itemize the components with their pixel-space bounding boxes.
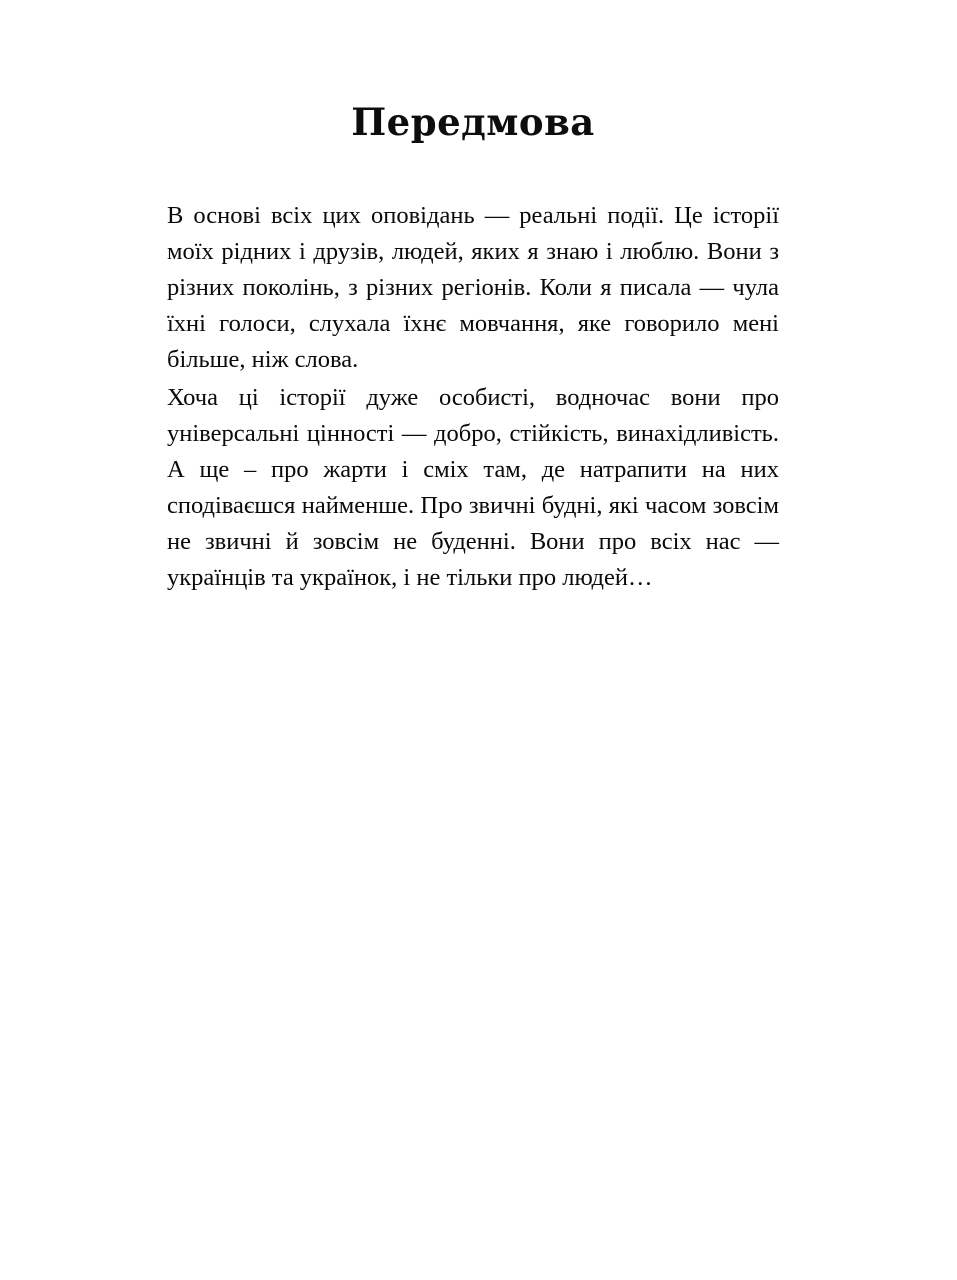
page-content (167, 100, 779, 596)
page-title: Передмова (351, 100, 595, 144)
body-paragraph-1: В основі всіх цих оповідань — реальні події. Це історії моїх рідних і друзів, людей, яких я знаю і люблю. Вони з різних поколінь, з різних регіонів. Коли я писала — чула їхні голоси, слухала їхнє мовчання, яке говорило мені більше, ніж слова. (167, 202, 779, 374)
body-paragraph-2: Хоча ці історії дуже особисті, водночас вони про універсальні цінності — добро, стійкість, винахідливість. А ще – про жарти і сміх там, де натрапити на них сподіваєшся найменше. Про звичні будні, які часом зовсім не звичні й зовсім не буденні. Вони про всіх нас — українців та українок, і не тільки про людей… (167, 384, 779, 592)
